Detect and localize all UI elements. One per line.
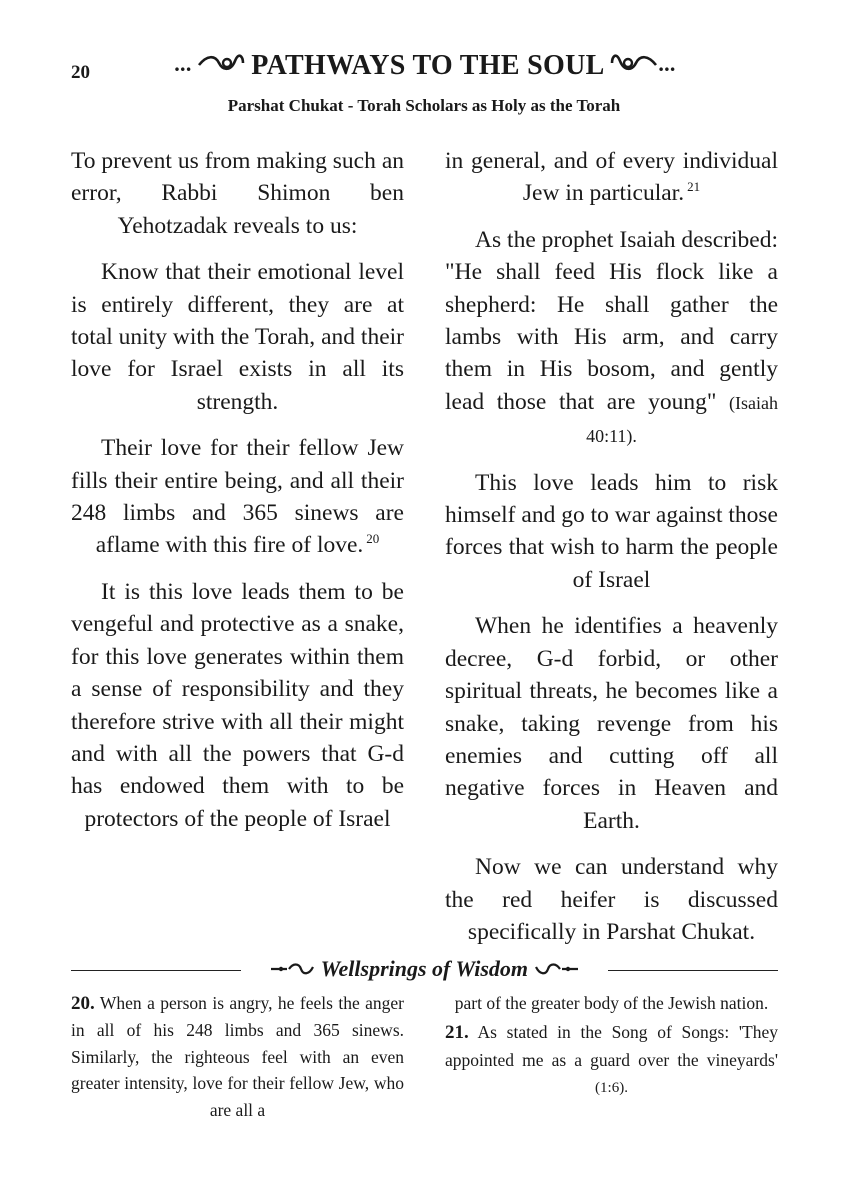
footnote-20-continued: part of the greater body of the Jewish nation.: [454, 993, 769, 1013]
running-header: [130, 50, 720, 82]
paragraph: Their love for their fellow Jew fills their entire being, and all their 248 limbs and 365 sinews are aflame with this fire of love. $^{20}$: [71, 435, 404, 559]
flourish-small-right-icon: [534, 961, 578, 977]
footnote-20: 20. When a person is angry, he feels the anger in all of his 248 limbs and 365 sinews. Similarly, the righteous feel with an even greater intensity, love for their fellow Jew, who are all a: [71, 993, 404, 1120]
footnote-number: 21.: [445, 1022, 469, 1044]
footnote-21: 21. As stated in the Song of Songs: 'They appointed me as a guard over the vineyards' (1:6).: [445, 1022, 778, 1097]
left-column: [71, 145, 404, 849]
paragraph: To prevent us from making such an error, Rabbi Shimon ben Yehotzadak reveals to us:: [71, 148, 404, 239]
paragraph: Now we can understand why the red heifer is discussed specifically in Parshat Chukat.: [445, 854, 778, 945]
paragraph: When he identifies a heavenly decree, G-d forbid, or other spiritual threats, he becomes like a snake, taking revenge from his enemies and cutting off all negative forces in Heaven and Earth.: [445, 613, 778, 834]
footnote-citation: (1:6).: [595, 1080, 628, 1097]
scripture-citation: (Isaiah 40:11).: [586, 392, 779, 447]
footnote-divider: [71, 956, 778, 984]
right-column: [445, 145, 778, 962]
header-title: PATHWAYS TO THE SOUL: [251, 50, 604, 81]
paragraph: in general, and of every individual Jew in particular. $^{21}$: [445, 148, 778, 207]
footnotes-left: [71, 990, 404, 1126]
footnote-number: 20.: [71, 993, 95, 1014]
divider-line-right: [608, 970, 778, 971]
page-subtitle: Parshat Chukat - Torah Scholars as Holy as the Torah: [227, 96, 621, 115]
footnotes-right: [445, 990, 778, 1105]
footnote-ref[interactable]: 21: [687, 179, 701, 195]
flourish-right-icon: [610, 51, 658, 73]
ornament-left: ...: [174, 51, 251, 76]
divider-label: Wellsprings of Wisdom: [320, 956, 529, 981]
paragraph: It is this love leads them to be vengeful and protective as a snake, for this love generates within them a sense of responsibility and they therefore strive with all their might and with all the powers that G-d has endowed them with to be protectors of the people of Israel: [71, 578, 404, 832]
paragraph: As the prophet Isaiah described: "He shall feed His flock like a shepherd: He shall gather the lambs with His arm, and carry them in His bosom, and gently lead those that are young" (Isaiah 40:11).: [445, 226, 779, 447]
ornament-right: ...: [610, 51, 675, 76]
flourish-left-icon: [197, 51, 245, 73]
paragraph: This love leads him to risk himself and go to war against those forces that wish to harm the people of Israel: [445, 469, 778, 593]
page-number: 20: [71, 62, 90, 83]
flourish-small-left-icon: [271, 961, 315, 977]
footnote-ref[interactable]: 20: [366, 531, 380, 547]
divider-label-wrap: [239, 956, 610, 982]
paragraph: Know that their emotional level is entirely different, they are at total unity with the Torah, and their love for Israel exists in all its strength.: [71, 259, 404, 415]
divider-line-left: [71, 970, 241, 971]
